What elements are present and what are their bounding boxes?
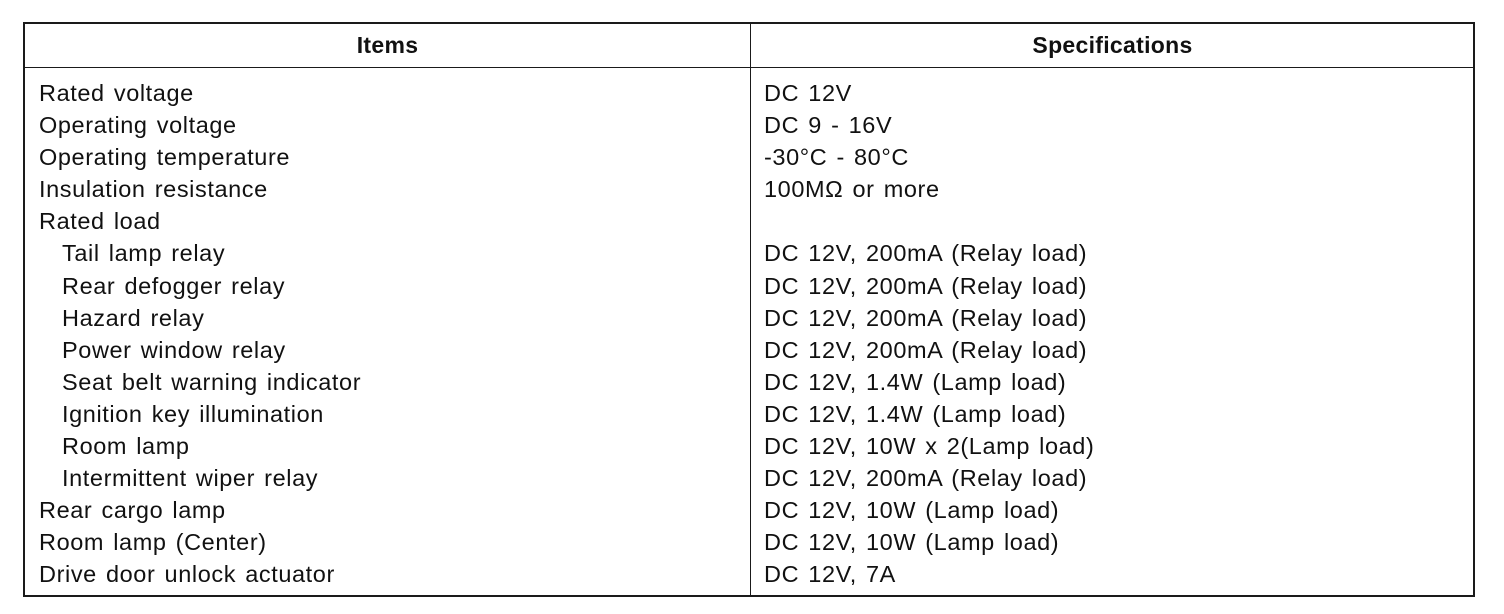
- table-row: [25, 494, 1473, 526]
- spec-cell: DC 12V, 200mA (Relay load): [764, 465, 1088, 492]
- item-cell: Room lamp: [62, 433, 190, 460]
- item-cell: Rear cargo lamp: [39, 497, 226, 524]
- item-cell: Rear defogger relay: [62, 272, 286, 299]
- header-items: Items: [356, 32, 419, 58]
- item-cell: Intermittent wiper relay: [62, 465, 319, 492]
- spec-cell: DC 9 - 16V: [764, 112, 893, 139]
- spec-cell: DC 12V, 200mA (Relay load): [764, 336, 1088, 363]
- spec-cell: DC 12V, 1.4W (Lamp load): [764, 400, 1067, 427]
- table-row: [25, 109, 1473, 141]
- spec-cell: DC 12V, 7A: [764, 561, 896, 588]
- table-row: [25, 526, 1473, 558]
- item-cell: Drive door unlock actuator: [39, 561, 335, 588]
- item-cell: Operating temperature: [39, 144, 291, 171]
- spec-cell: DC 12V, 200mA (Relay load): [764, 304, 1088, 331]
- spec-cell: DC 12V, 200mA (Relay load): [764, 240, 1088, 267]
- spec-cell: DC 12V, 10W (Lamp load): [764, 497, 1060, 524]
- spec-cell: DC 12V, 10W x 2(Lamp load): [764, 433, 1095, 460]
- spec-cell: DC 12V, 1.4W (Lamp load): [764, 368, 1067, 395]
- table-header-row: [25, 24, 1473, 68]
- item-cell: Power window relay: [62, 336, 286, 363]
- table-row: [25, 270, 1473, 302]
- table-row: [25, 173, 1473, 205]
- item-cell: Room lamp (Center): [39, 529, 267, 556]
- item-cell: Seat belt warning indicator: [62, 368, 362, 395]
- table-body: [25, 77, 1473, 591]
- table-row: [25, 558, 1473, 590]
- table-row: [25, 141, 1473, 173]
- item-cell: Rated voltage: [39, 80, 194, 106]
- spec-cell: DC 12V, 10W (Lamp load): [764, 529, 1060, 556]
- table-row: [25, 462, 1473, 494]
- item-cell: Tail lamp relay: [62, 240, 226, 267]
- item-cell: Rated load: [39, 208, 161, 235]
- table-row: [25, 398, 1473, 430]
- table-row: [25, 302, 1473, 334]
- item-cell: Hazard relay: [62, 304, 205, 331]
- spec-cell: 100MΩ or more: [764, 176, 940, 203]
- table-row: [25, 77, 1473, 109]
- header-specifications: Specifications: [1032, 32, 1193, 58]
- spec-cell: -30°C - 80°C: [764, 144, 909, 171]
- table-row: [25, 205, 1473, 237]
- table-row: [25, 237, 1473, 269]
- spec-cell: DC 12V: [764, 80, 852, 106]
- item-cell: Ignition key illumination: [62, 400, 324, 427]
- spec-cell: DC 12V, 200mA (Relay load): [764, 272, 1088, 299]
- table-row: [25, 334, 1473, 366]
- table-row: [25, 430, 1473, 462]
- table-row: [25, 366, 1473, 398]
- item-cell: Insulation resistance: [39, 176, 268, 203]
- specifications-table: [23, 22, 1475, 597]
- item-cell: Operating voltage: [39, 112, 237, 139]
